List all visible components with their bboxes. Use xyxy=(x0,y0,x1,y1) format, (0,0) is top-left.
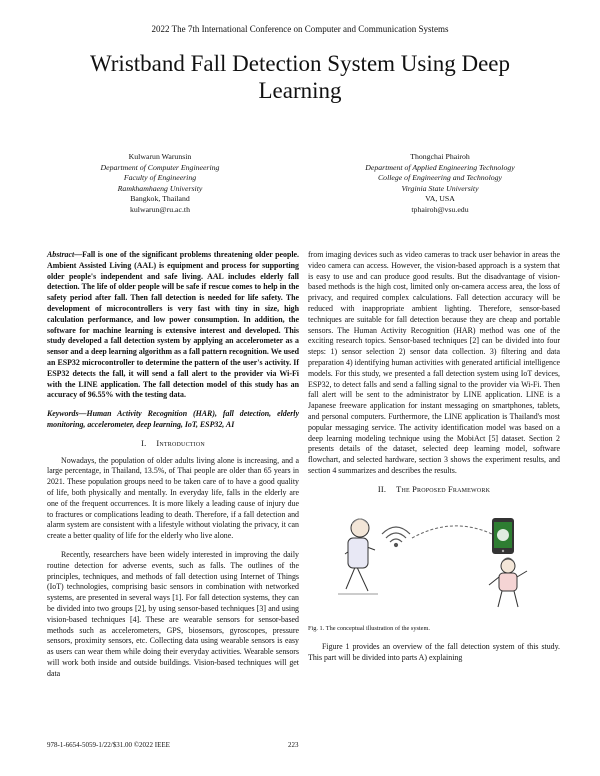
author-university: Virginia State University xyxy=(401,183,479,193)
abstract-text: —Fall is one of the significant problems threatening older people. Ambient Assisted Living (AAL) is equipment and process for supporting older people's independent and safe living. AAL includes elderly fall detection. The life of older people will be safe if rescue comes to help in the safety period after fall. Then fall detection is needed for life safety. The development of microcontrollers is very fast with tiny in size, high calculation performance, and low power consumption. In addition, the software for machine learning is extensive interest and developed. This study developed a fall detection system by applying an accelerometer as a sensor and a deep learning algorithm as a fall pattern recognition. We used an ESP32 microcontroller to determine the pattern of the user's activity. If ESP32 detects the fall, it will send a fall alert to the provider via Wi-Fi with the LINE application. The fall detection model of this study has an accuracy of 96.55% with the testing data. xyxy=(47,250,299,400)
wifi-signal-icon xyxy=(382,527,410,547)
keywords-text: —Human Activity Recognition (HAR), fall detection, elderly monitoring, accelerometer, deep learning, IoT, ESP32, AI xyxy=(47,409,299,429)
author-email[interactable]: kulwarun@ru.ac.th xyxy=(129,204,190,214)
section-title: The Proposed Framework xyxy=(396,484,491,494)
keywords xyxy=(47,409,299,431)
intro-paragraph-2: Recently, researchers have been widely interested in improving the daily routine detection for adverse events, such as falls. The outlines of the principles, techniques, and methods of fall detection using Internet of Things (IoT) technologies, comprising basic sensors in combination with networked systems, are presented in several ways [1]. For fall detection systems, they can be divided into two groups [2], by using sensor-based techniques [3] and using vision-based techniques [4]. These are wearable sensors for sensor-based methods such as accelerometers, GPS, biosensors, gyroscopes, pressure sensors, proximity sensors, etc. Collecting data using wearable sensors is easy as users can wear them while doing their everyday activities. Wearable sensors will work both inside and outside buildings. Vision-based techniques will get data xyxy=(47,549,299,678)
author-block-2 xyxy=(330,152,550,216)
conference-header: 2022 The 7th International Conference on Computer and Communication Systems xyxy=(151,24,449,34)
author-department: Department of Applied Engineering Technology xyxy=(365,162,515,172)
right-column xyxy=(308,250,560,672)
section-heading-introduction xyxy=(47,439,299,450)
paper-title: Wristband Fall Detection System Using Deep Learning xyxy=(89,51,511,103)
caregiver-illustration xyxy=(489,558,527,607)
page-number: 223 xyxy=(288,741,299,749)
figure-1-illustration xyxy=(308,502,560,618)
author-location: VA, USA xyxy=(425,194,455,204)
elderly-person-illustration xyxy=(338,519,378,594)
figure-1 xyxy=(308,502,560,618)
section-heading-framework xyxy=(308,485,560,496)
figure-1-caption: Fig. 1. The conceptual illustration of the system. xyxy=(308,624,430,632)
author-email[interactable]: tphairoh@vsu.edu xyxy=(411,204,469,214)
author-faculty: College of Engineering and Technology xyxy=(377,173,502,183)
keywords-label: Keywords xyxy=(47,409,79,419)
footer-isbn: 978-1-6654-5059-1/22/$31.00 ©2022 IEEE xyxy=(47,741,170,749)
abstract-label: Abstract xyxy=(47,250,75,259)
abstract xyxy=(47,250,299,401)
author-name: Thongchai Phairoh xyxy=(410,152,470,161)
signal-arrow xyxy=(412,525,492,537)
author-university: Ramkhamhaeng University xyxy=(117,183,203,193)
section-number: I. xyxy=(141,438,147,448)
smartphone-icon xyxy=(492,518,514,554)
section-number: II. xyxy=(377,484,387,494)
framework-paragraph: Figure 1 provides an overview of the fall detection system of this study. This part will be divided into parts A) explaining xyxy=(308,642,560,663)
author-location: Bangkok, Thailand xyxy=(130,194,190,204)
section-title: Introduction xyxy=(156,438,205,448)
left-column xyxy=(47,250,299,687)
author-block-1 xyxy=(50,152,270,216)
author-name: Kulwarun Warunsin xyxy=(128,152,192,161)
author-department: Department of Computer Engineering xyxy=(100,162,220,172)
intro-paragraph-continued: from imaging devices such as video cameras to track user behavior in areas the video camera can access. However, the vision-based approach is a system that is easy to use and can produce good results. But the disadvantage of vision-based methods is the high cost, limited only on-camera access area, the loss of privacy, and required complex calculations. Fall detection accuracy will be reduced with inappropriate ambient lighting. Therefore, sensor-based techniques are suitable for fall detection because they are cheap and portable sensors. The Human Activity Recognition (HAR) method was one of the exciting research topics. Sensor-based techniques [2] can be divided into four steps: 1) sensor selection 2) sensor data collection. 3) filtering and data preparation 4) identifying human activities with generated artificial intelligence models. For this study, we presented a fall detection system using IoT devices, ESP32, to detect falls and send a falling signal to the provider via Wi-Fi. Then fall alert will be sent to the administrator by LINE application. LINE is a Japanese freeware application for instant messaging on smartphones, tablets, and personal computers. Furthermore, the LINE application is Thailand's most popular messaging service. The activity identification model was based on a deep learning modeling technique using the MobiAct [5] dataset. Section 2 presents details of the dataset, selected deep learning model, software flowchart, and selected hardware, section 3 shows the experiment results, and section 4 summarizes and describes the results. xyxy=(308,250,560,475)
intro-paragraph-1: Nowadays, the population of older adults living alone is increasing, and a large percentage, in Thailand, 13.5%, of Thai people are older than 65 years in 2021. These population groups need to be taken care of to have a good quality of life, both physically and mentally. In everyday life, falls in the elderly are one of the frequent occurrences. It is more likely a leading cause of injury due to fractures or complications leading to death. Therefore, if a fall detection and alarm system are consistent with a lifestyle without violating the privacy, it can create a better quality of life for the elderly who live alone. xyxy=(47,455,299,541)
author-faculty: Faculty of Engineering xyxy=(123,173,197,183)
